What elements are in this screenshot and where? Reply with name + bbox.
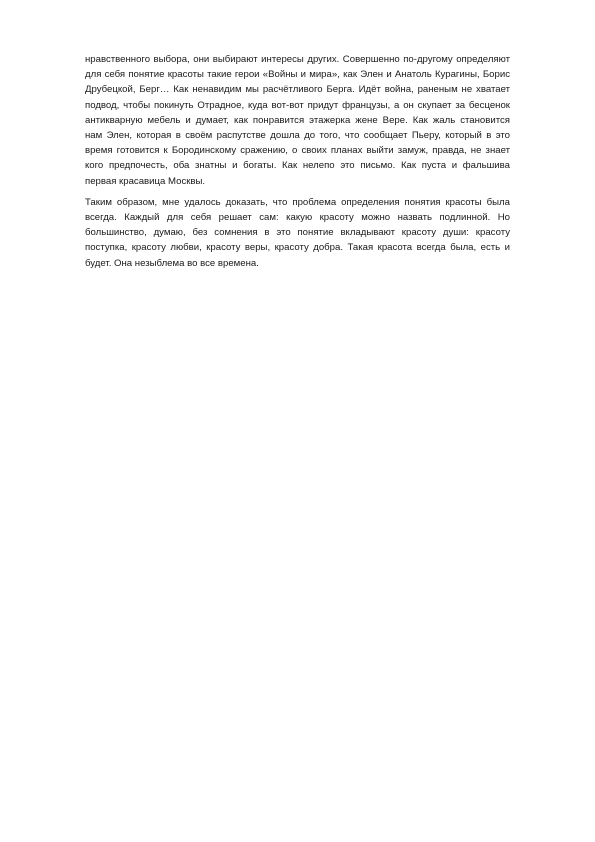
text-line: кого предпочесть, оба знатны и богаты. Как нелепо это письмо. Как пуста и фальшива — [85, 160, 510, 172]
text-line: всегда. Каждый для себя решает сам: какую красоту можно назвать подлинной. Но — [85, 212, 510, 224]
text-line: время готовится к Бородинскому сражению, о своих планах выйти замуж, правда, не знает — [85, 145, 510, 157]
paragraph-2 — [85, 195, 510, 271]
text-line: Друбецкой, Берг… Как ненавидим мы расчётливого Берга. Идёт война, раненым не хватает — [85, 84, 510, 96]
text-line: для себя понятие красоты такие герои «Войны и мира», как Элен и Анатоль Курагины, Борис — [85, 69, 510, 81]
text-line: нам Элен, которая в своём распутстве дошла до того, что сообщает Пьеру, который в это — [85, 130, 510, 142]
paragraph-1 — [85, 52, 510, 189]
text-line: подвод, чтобы покинуть Отрадное, куда вот-вот придут французы, а он скупает за бесценок — [85, 99, 510, 111]
text-line: будет. Она незыблема во все времена. — [85, 257, 259, 269]
text-line: большинство, думаю, без сомнения в это понятие вкладывают красоту души: красоту — [85, 227, 510, 239]
text-line: нравственного выбора, они выбирают интересы других. Совершенно по-другому определяют — [85, 54, 510, 65]
text-line: первая красавица Москвы. — [85, 175, 206, 187]
text-line: Таким образом, мне удалось доказать, что проблема определения понятия красоты была — [85, 196, 510, 208]
text-line: антикварную мебель и думает, как понравится этажерка жене Вере. Как жаль становится — [85, 114, 510, 126]
text-line: поступка, красоту любви, красоту веры, красоту добра. Такая красота всегда была, есть и — [85, 242, 510, 254]
document-body — [85, 52, 510, 277]
